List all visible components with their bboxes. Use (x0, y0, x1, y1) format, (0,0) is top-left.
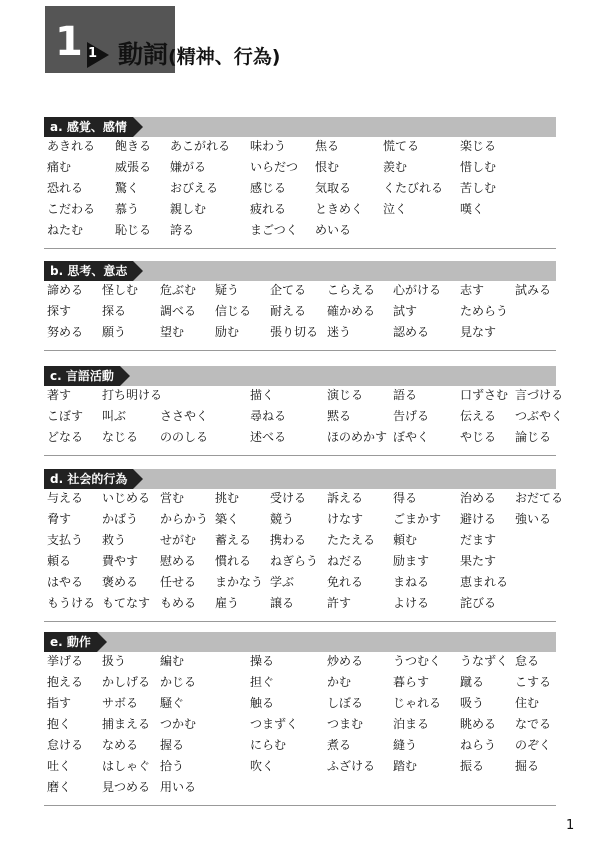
vocab-word: 驚く (115, 181, 140, 195)
vocab-word: 費やす (102, 554, 139, 568)
page-title (118, 42, 280, 67)
vocab-word: つぶやく (515, 409, 564, 423)
vocab-word: あこがれる (170, 139, 231, 153)
vocab-word: 雇う (215, 596, 240, 610)
vocab-word: 吐く (47, 759, 72, 773)
vocab-word: 踏む (393, 759, 418, 773)
vocab-word: 信じる (215, 304, 252, 318)
vocab-word: ほのめかす (327, 430, 388, 444)
vocab-word: 譲る (270, 596, 295, 610)
vocab-word: 用いる (160, 780, 197, 794)
vocab-word: 与える (47, 491, 84, 505)
vocab-word: 論じる (515, 430, 552, 444)
vocab-word: 述べる (250, 430, 287, 444)
vocab-word: 握る (160, 738, 185, 752)
vocab-word: 味わう (250, 139, 287, 153)
vocab-word: 果たす (460, 554, 497, 568)
vocab-word: 治める (460, 491, 497, 505)
vocab-word: 操る (250, 654, 275, 668)
vocab-word: 抱える (47, 675, 84, 689)
section-label: d. 社会的行為 (44, 469, 133, 489)
vocab-word: あきれる (47, 139, 96, 153)
vocab-word: ねだる (327, 554, 364, 568)
section-label: b. 思考、意志 (44, 261, 133, 281)
vocab-word: 慕う (115, 202, 140, 216)
vocab-word: 吸う (460, 696, 485, 710)
vocab-word: うなずく (460, 654, 509, 668)
vocab-word: 競う (270, 512, 295, 526)
vocab-word: 探る (102, 304, 127, 318)
vocab-word: 恥じる (115, 223, 152, 237)
vocab-word: 捕まえる (102, 717, 151, 731)
vocab-word: おだてる (515, 491, 564, 505)
vocab-word: もてなす (102, 596, 151, 610)
vocab-word: もめる (160, 596, 197, 610)
section-header (44, 117, 556, 137)
vocab-word: ねたむ (47, 223, 84, 237)
vocab-word: 疲れる (250, 202, 287, 216)
vocab-word: 眺める (460, 717, 497, 731)
vocab-word: つまずく (250, 717, 299, 731)
vocab-word: 願う (102, 325, 127, 339)
vocab-word: 触る (250, 696, 275, 710)
vocab-word: こらえる (327, 283, 376, 297)
vocab-word: 救う (102, 533, 127, 547)
vocab-word: 語る (393, 388, 418, 402)
vocab-word: 学ぶ (270, 575, 295, 589)
title-subtitle: (精神、行為) (168, 46, 281, 68)
section-divider (44, 350, 556, 351)
vocab-word: めいる (315, 223, 352, 237)
vocab-word: 叫ぶ (102, 409, 127, 423)
vocab-word: 耐える (270, 304, 307, 318)
vocab-word: 蹴る (460, 675, 485, 689)
vocab-word: なじる (102, 430, 139, 444)
vocab-word: 営む (160, 491, 185, 505)
vocab-word: のぞく (515, 738, 552, 752)
vocab-word: はしゃぐ (102, 759, 151, 773)
vocab-word: 恵まれる (460, 575, 509, 589)
vocab-word: 支払う (47, 533, 84, 547)
vocab-word: こだわる (47, 202, 96, 216)
vocab-word: かじる (160, 675, 197, 689)
vocab-word: 抱く (47, 717, 72, 731)
vocab-word: ためらう (460, 304, 509, 318)
vocab-word: 見なす (460, 325, 497, 339)
vocab-word: まねる (393, 575, 430, 589)
vocab-word: 受ける (270, 491, 307, 505)
vocab-word: 見つめる (102, 780, 151, 794)
section-header (44, 632, 556, 652)
vocab-word: 惜しむ (460, 160, 497, 174)
vocab-word: 調べる (160, 304, 197, 318)
vocab-word: 振る (460, 759, 485, 773)
vocab-word: 張り切る (270, 325, 319, 339)
section-divider (44, 621, 556, 622)
vocab-word: 泣く (383, 202, 408, 216)
vocab-word: 恨む (315, 160, 340, 174)
vocab-word: 煮る (327, 738, 352, 752)
vocab-word: 頼る (47, 554, 72, 568)
vocab-word: 蓄える (215, 533, 252, 547)
vocab-word: こぼす (47, 409, 84, 423)
vocab-word: 試みる (515, 283, 552, 297)
vocab-word: 気取る (315, 181, 352, 195)
section-divider (44, 248, 556, 249)
page-number: 1 (566, 818, 575, 833)
vocab-word: 拾う (160, 759, 185, 773)
vocab-word: 確かめる (327, 304, 376, 318)
vocab-word: かばう (102, 512, 139, 526)
vocab-word: 黙る (327, 409, 352, 423)
vocab-word: にらむ (250, 738, 287, 752)
vocab-word: ふざける (327, 759, 376, 773)
vocab-word: 尋ねる (250, 409, 287, 423)
vocab-word: ぼやく (393, 430, 430, 444)
vocab-word: 誇る (170, 223, 195, 237)
vocab-word: 掘る (515, 759, 540, 773)
vocab-word: 志す (460, 283, 485, 297)
vocab-word: まかなう (215, 575, 264, 589)
vocab-word: 苦しむ (460, 181, 497, 195)
vocab-word: ねぎらう (270, 554, 319, 568)
vocab-word: 楽じる (460, 139, 497, 153)
vocab-word: 認める (393, 325, 430, 339)
vocab-word: 諦める (47, 283, 84, 297)
vocab-word: 言づける (515, 388, 564, 402)
vocab-word: 飽きる (115, 139, 152, 153)
vocab-word: 担ぐ (250, 675, 275, 689)
vocab-word: 脅す (47, 512, 72, 526)
vocab-word: 告げる (393, 409, 430, 423)
vocab-word: 焦る (315, 139, 340, 153)
vocab-word: 避ける (460, 512, 497, 526)
vocab-word: 企てる (270, 283, 307, 297)
vocab-word: どなる (47, 430, 84, 444)
vocab-word: 挑む (215, 491, 240, 505)
vocab-word: はやる (47, 575, 84, 589)
vocab-word: 怪しむ (102, 283, 139, 297)
vocab-word: なでる (515, 717, 552, 731)
vocab-word: くたびれる (383, 181, 444, 195)
vocab-word: 訴える (327, 491, 364, 505)
vocab-word: 励ます (393, 554, 430, 568)
vocab-word: 口ずさむ (460, 388, 509, 402)
vocab-word: 痛む (47, 160, 72, 174)
vocab-word: 親しむ (170, 202, 207, 216)
section-header (44, 366, 556, 386)
vocab-word: 褒める (102, 575, 139, 589)
vocab-word: 暮らす (393, 675, 430, 689)
vocab-word: 住む (515, 696, 540, 710)
vocab-word: 慣れる (215, 554, 252, 568)
vocab-word: 築く (215, 512, 240, 526)
vocab-word: 著す (47, 388, 72, 402)
vocab-word: よける (393, 596, 430, 610)
vocab-word: こする (515, 675, 552, 689)
vocab-word: 努める (47, 325, 84, 339)
vocab-word: 得る (393, 491, 418, 505)
vocab-word: かしげる (102, 675, 151, 689)
vocab-word: 打ち明ける (102, 388, 163, 402)
vocab-word: 怠ける (47, 738, 84, 752)
vocab-word: からかう (160, 512, 209, 526)
vocab-word: 免れる (327, 575, 364, 589)
vocab-word: 励む (215, 325, 240, 339)
vocab-word: 頼む (393, 533, 418, 547)
vocab-word: 慌てる (383, 139, 420, 153)
vocab-word: つまむ (327, 717, 364, 731)
vocab-word: 迷う (327, 325, 352, 339)
vocab-word: 許す (327, 596, 352, 610)
vocab-word: 疑う (215, 283, 240, 297)
vocab-word: たたえる (327, 533, 376, 547)
vocab-word: しぼる (327, 696, 364, 710)
vocab-word: 挙げる (47, 654, 84, 668)
vocab-word: うつむく (393, 654, 442, 668)
vocab-word: 慰める (160, 554, 197, 568)
vocab-word: 羨む (383, 160, 408, 174)
section-label: e. 動作 (44, 632, 97, 652)
vocab-word: 探す (47, 304, 72, 318)
vocab-word: 感じる (250, 181, 287, 195)
vocab-word: 嘆く (460, 202, 485, 216)
vocab-word: 縫う (393, 738, 418, 752)
section-divider (44, 805, 556, 806)
vocab-word: 怠る (515, 654, 540, 668)
vocab-word: ののしる (160, 430, 209, 444)
vocab-word: じゃれる (393, 696, 442, 710)
vocab-word: 恐れる (47, 181, 84, 195)
section-divider (44, 455, 556, 456)
vocab-word: 強いる (515, 512, 552, 526)
vocab-word: だます (460, 533, 497, 547)
vocab-word: 指す (47, 696, 72, 710)
vocab-word: 描く (250, 388, 275, 402)
vocab-word: ささやく (160, 409, 209, 423)
vocab-word: 詫びる (460, 596, 497, 610)
vocab-word: つかむ (160, 717, 197, 731)
vocab-word: 編む (160, 654, 185, 668)
vocab-word: かむ (327, 675, 352, 689)
vocab-word: 騒ぐ (160, 696, 185, 710)
vocab-word: やじる (460, 430, 497, 444)
vocab-word: ときめく (315, 202, 364, 216)
section-header (44, 469, 556, 489)
vocab-word: 試す (393, 304, 418, 318)
vocab-word: ねらう (460, 738, 497, 752)
vocab-word: まごつく (250, 223, 298, 237)
vocab-word: 威張る (115, 160, 152, 174)
vocab-word: 磨く (47, 780, 72, 794)
vocab-word: いらだつ (250, 160, 299, 174)
title-main: 動詞 (118, 40, 169, 69)
vocab-word: ごまかす (393, 512, 442, 526)
vocab-word: 携わる (270, 533, 307, 547)
vocab-word: いじめる (102, 491, 151, 505)
vocab-word: 危ぶむ (160, 283, 197, 297)
vocab-word: もうける (47, 596, 96, 610)
vocab-word: なめる (102, 738, 139, 752)
section-header (44, 261, 556, 281)
chapter-sub-number: 1 (88, 46, 98, 61)
vocab-word: サボる (102, 696, 139, 710)
chapter-number: 1 (55, 19, 83, 65)
vocab-word: 吹く (250, 759, 275, 773)
vocab-word: 伝える (460, 409, 497, 423)
vocab-word: 心がける (393, 283, 442, 297)
vocab-word: 扱う (102, 654, 127, 668)
vocab-word: 任せる (160, 575, 197, 589)
section-label: c. 言語活動 (44, 366, 120, 386)
vocab-word: おびえる (170, 181, 219, 195)
vocab-word: けなす (327, 512, 364, 526)
vocab-word: 炒める (327, 654, 364, 668)
vocab-word: せがむ (160, 533, 197, 547)
vocab-word: 嫌がる (170, 160, 207, 174)
vocab-word: 泊まる (393, 717, 430, 731)
vocab-word: 望む (160, 325, 185, 339)
vocab-word: 演じる (327, 388, 364, 402)
section-label: a. 感覚、感情 (44, 117, 133, 137)
